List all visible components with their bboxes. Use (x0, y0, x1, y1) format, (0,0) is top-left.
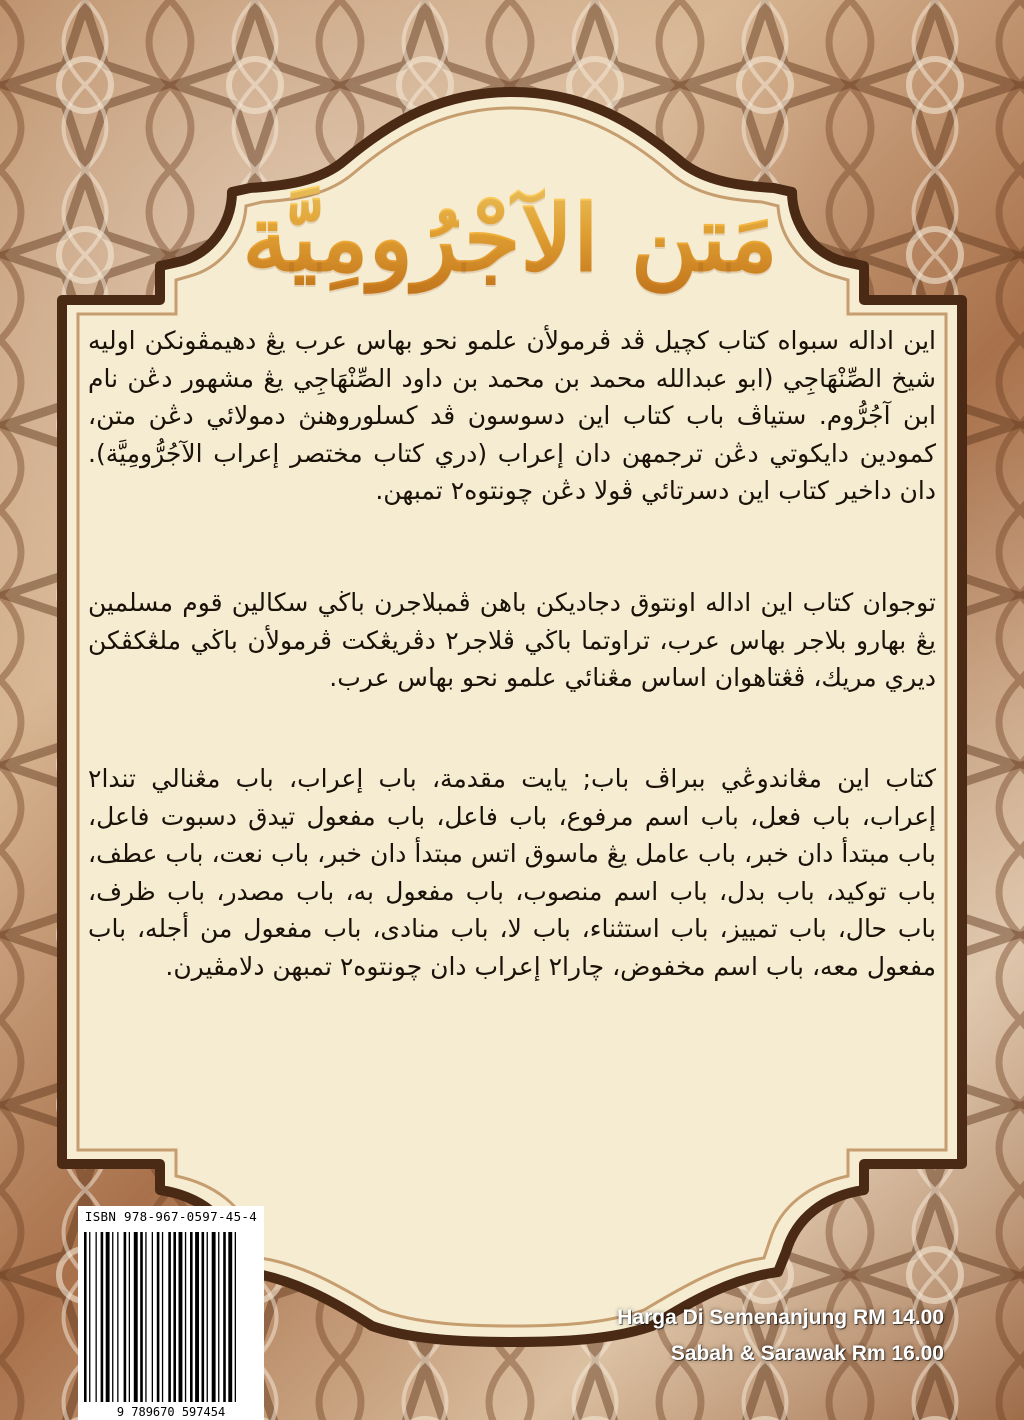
barcode-bar (106, 1232, 110, 1402)
barcode-bar (84, 1232, 87, 1402)
barcode-bar (134, 1232, 138, 1402)
barcode-bar (89, 1232, 90, 1402)
barcode-bar (129, 1232, 130, 1402)
barcode-bar (207, 1232, 208, 1402)
barcode-bar (235, 1232, 236, 1402)
barcode-bar (202, 1232, 205, 1402)
price-peninsular: Harga Di Semenanjung RM 14.00 (617, 1306, 944, 1329)
description-paragraph-1: اين اداله سبواه كتاب كچيل ڤد ڤرمولأن علمو نحو بهاس عرب يڠ دهيمڤونكن اوليه شيخ الصِّنْهَاجِي (ابو عبدالله محمد بن محمد بن داود الصِّنْهَاجِي يڠ مشهور دڠن نام ابن آجُرُّوم. ستياڤ باب كتاب اين دسوسون ڤد كسلوروهنڽ دمولائي دڠن متن، كمودين دايكوتي دڠن ترجمهن دان إعراب (دري كتاب مختصر إعراب الآجُرُّومِيَّة). دان داخير كتاب اين دسرتائي ڤولا دڠن چونتوه٢ تمبهن. (88, 326, 936, 505)
barcode-bar (168, 1232, 171, 1402)
barcode-bar (112, 1232, 113, 1402)
barcode-bar (195, 1232, 199, 1402)
barcode-bar (212, 1232, 216, 1402)
book-title: مَتن الآجْرُومِيَّة (195, 168, 825, 308)
barcode-bar (179, 1232, 183, 1402)
barcode-bar (185, 1232, 186, 1402)
description-paragraph-3: كتاب اين مڠاندوڠي ببراڤ باب; يايت مقدمة، باب إعراب، باب مڠنالي تندا٢ إعراب، باب فعل، باب اسم مرفوع، باب فاعل، باب مفعول تيدق دسبوت فاعل، باب مبتدأ دان خبر، باب عامل يڠ ماسوق اتس مبتدأ دان خبر، باب نعت، باب عطف، باب توكيد، باب بدل، باب اسم منصوب، باب مفعول به، باب مصدر، باب ظرف، باب حال، باب تمييز، باب استثناء، باب لا، باب منادى، باب مفعول من أجله، باب مفعول معه، باب اسم مخفوض، چارا٢ إعراب دان چونتوه٢ تمبهن دلامڤيرن. (88, 764, 936, 981)
description-paragraph-2: توجوان كتاب اين اداله اونتوق دجاديكن باهن ڤمبلاجرن باڬي سكالين قوم مسلمين يڠ بهارو بلاجر بهاس عرب، تراوتما باڬي ڤلاجر٢ دڤريڠكت ڤرمولأن باڬي ملڠكڤكن ديري مريك، ڤڠتاهوان اساس مڠنائي علمو نحو بهاس عرب. (88, 588, 936, 692)
isbn-barcode (78, 1206, 264, 1420)
barcode-bar (140, 1232, 143, 1402)
barcode-bar (157, 1232, 160, 1402)
barcode-bar (152, 1232, 153, 1402)
isbn-label: ISBN 978-967-0597-45-4 (84, 1209, 258, 1224)
barcode-number: 9 789670 597454 (116, 1405, 226, 1419)
barcode-bar (223, 1232, 226, 1402)
barcode-bars (84, 1232, 258, 1402)
barcode-bar (228, 1232, 232, 1402)
barcode-bar (101, 1232, 104, 1402)
barcode-bar (162, 1232, 163, 1402)
barcode-bar (173, 1232, 176, 1402)
barcode-bar (124, 1232, 127, 1402)
barcode-bar (96, 1232, 97, 1402)
barcode-bar (218, 1232, 219, 1402)
price-sabah-sarawak: Sabah & Sarawak Rm 16.00 (670, 1342, 944, 1365)
barcode-bar (190, 1232, 193, 1402)
barcode-bar (117, 1232, 118, 1402)
barcode-bar (145, 1232, 146, 1402)
